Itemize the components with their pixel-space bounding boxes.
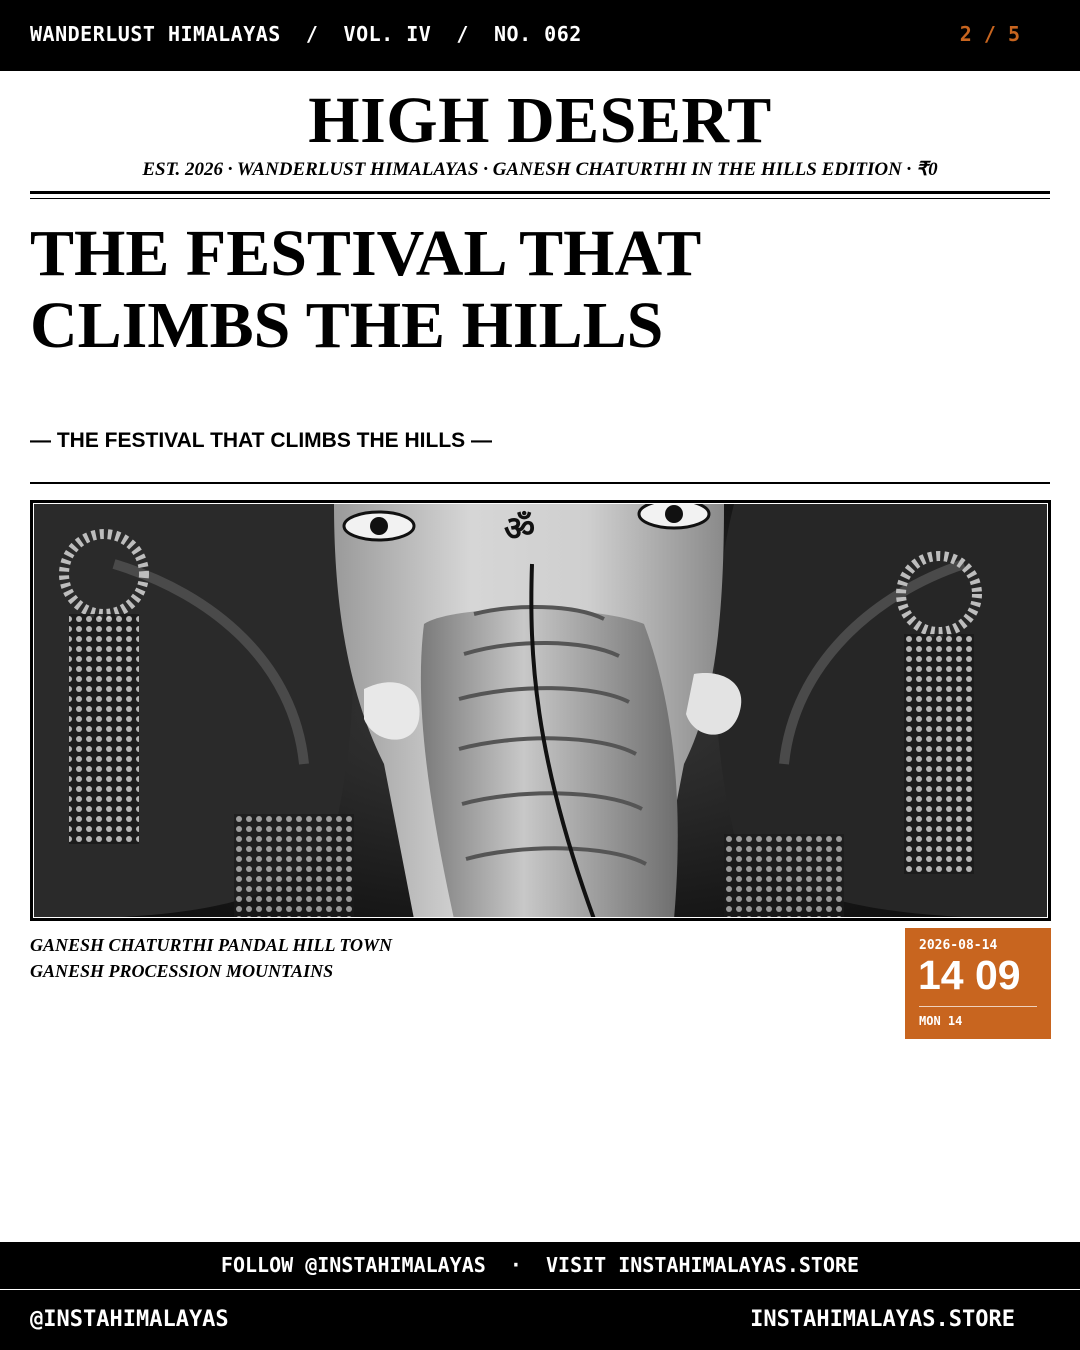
masthead-rule-thin [30,198,1050,199]
caption-line-1: GANESH CHATURTHI PANDAL HILL TOWN [30,935,393,955]
masthead-rule-thick [30,191,1050,194]
top-bar [0,0,1080,71]
article-subhead: — THE FESTIVAL THAT CLIMBS THE HILLS — [30,429,492,452]
caption-line-2: GANESH PROCESSION MOUNTAINS [30,961,334,981]
hero-photo [30,500,1051,921]
page-indicator: 2 / 5 [959,22,1020,46]
date-iso: 2026-08-14 [919,938,998,953]
follow-cta-bar: FOLLOW @INSTAHIMALAYAS · VISIT INSTAHIMALAYAS.STORE [0,1242,1080,1289]
masthead-title: HIGH DESERT [308,84,772,157]
store-link[interactable]: INSTAHIMALAYAS.STORE [750,1307,1015,1332]
instagram-handle[interactable]: @INSTAHIMALAYAS [30,1307,229,1332]
ganesha-idol-photo [33,503,1048,918]
article-headline: THE FESTIVAL THAT CLIMBS THE HILLS [30,217,701,362]
time-display: 14 09 [918,952,1021,998]
date-separator [919,1006,1037,1007]
headline-rule [30,482,1050,484]
date-time-box [905,928,1051,1039]
svg-text:ॐ: ॐ [504,509,536,549]
ganesha-illustration [34,504,1048,918]
masthead-strap: EST. 2026 · WANDERLUST HIMALAYAS · GANESH CHATURTHI IN THE HILLS EDITION · ₹0 [142,159,938,180]
footer-bar [0,1290,1080,1350]
day-label: MON 14 [919,1014,963,1028]
issue-meta: WANDERLUST HIMALAYAS / VOL. IV / NO. 062 [30,22,582,46]
photo-caption [30,932,630,984]
